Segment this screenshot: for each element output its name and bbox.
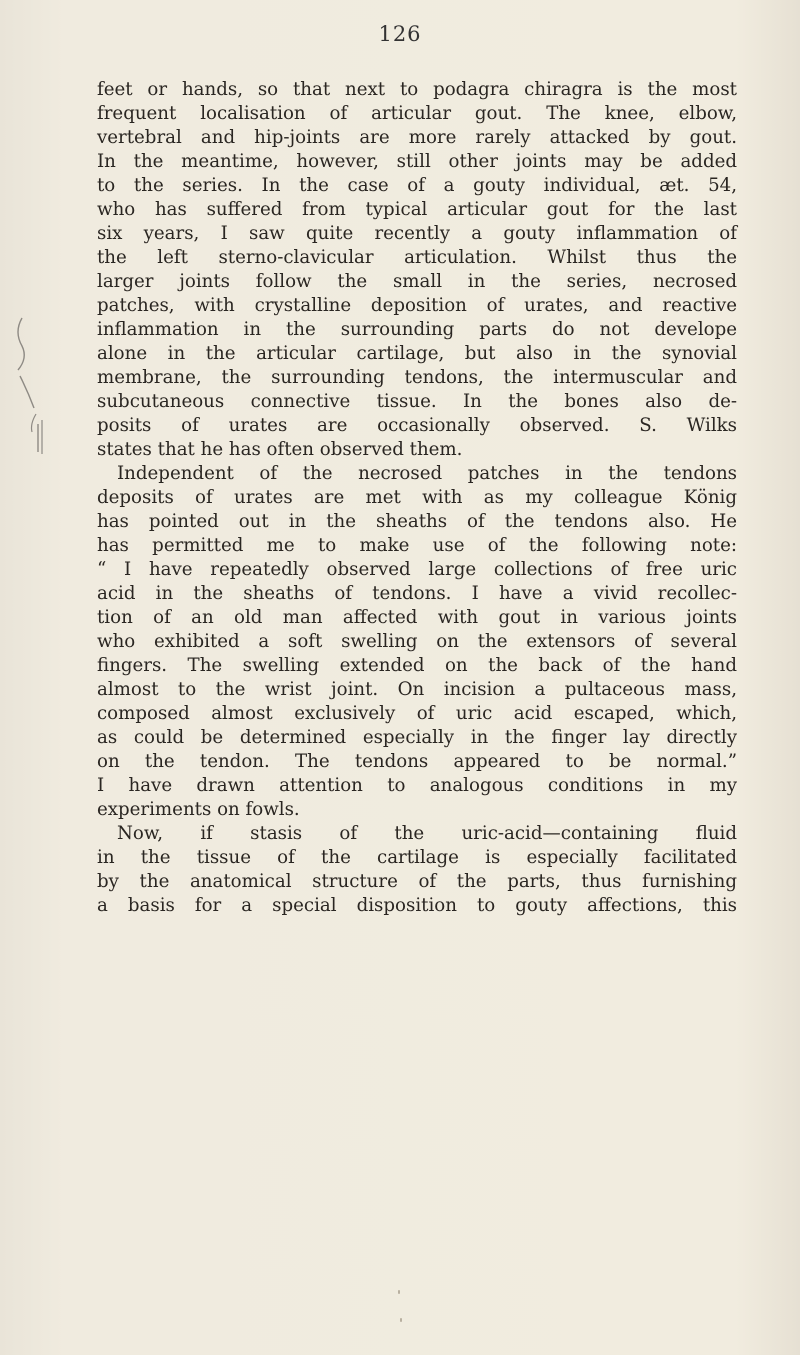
text-line: six years, I saw quite recently a gouty inflammation of — [97, 223, 737, 244]
text-line: almost to the wrist joint. On incision a pultaceous mass, — [97, 679, 737, 700]
text-line: larger joints follow the small in the series, necrosed — [97, 271, 737, 292]
margin-pencil-marks — [12, 312, 52, 472]
page-number: 126 — [378, 22, 422, 46]
text-line: by the anatomical structure of the parts, thus furnishing — [97, 871, 737, 892]
text-line: inflammation in the surrounding parts do not develope — [97, 319, 737, 340]
text-line: I have drawn attention to analogous conditions in my — [97, 775, 737, 796]
text-line: “ I have repeatedly observed large collections of free uric — [97, 559, 737, 580]
text-line: subcutaneous connective tissue. In the bones also de- — [97, 391, 737, 412]
text-line: Independent of the necrosed patches in the tendons — [117, 463, 737, 484]
text-line: patches, with crystalline deposition of urates, and reactive — [97, 295, 737, 316]
text-line: as could be determined especially in the finger lay directly — [97, 727, 737, 748]
text-line: who has suffered from typical articular gout for the last — [97, 199, 737, 220]
text-line: frequent localisation of articular gout. The knee, elbow, — [97, 103, 737, 124]
text-line: posits of urates are occasionally observed. S. Wilks — [97, 415, 737, 436]
text-line: deposits of urates are met with as my colleague König — [97, 487, 737, 508]
text-line: on the tendon. The tendons appeared to be normal.” — [97, 751, 737, 772]
text-line: In the meantime, however, still other joints may be added — [97, 151, 737, 172]
paper-speck — [398, 1290, 400, 1294]
text-line: tion of an old man affected with gout in various joints — [97, 607, 737, 628]
paper-speck — [400, 1318, 402, 1322]
text-line: alone in the articular cartilage, but also in the synovial — [97, 343, 737, 364]
text-line: composed almost exclusively of uric acid escaped, which, — [97, 703, 737, 724]
text-line: fingers. The swelling extended on the back of the hand — [97, 655, 737, 676]
text-line: to the series. In the case of a gouty individual, æt. 54, — [97, 175, 737, 196]
text-line: who exhibited a soft swelling on the extensors of several — [97, 631, 737, 652]
text-line: experiments on fowls. — [97, 799, 300, 820]
text-line: has permitted me to make use of the following note: — [97, 535, 737, 556]
text-line: vertebral and hip-joints are more rarely attacked by gout. — [97, 127, 737, 148]
text-line: a basis for a special disposition to gouty affections, this — [97, 895, 737, 916]
body-text — [97, 78, 737, 918]
text-line: acid in the sheaths of tendons. I have a vivid recollec- — [97, 583, 737, 604]
text-line: Now, if stasis of the uric-acid—containing fluid — [117, 823, 737, 844]
text-line: in the tissue of the cartilage is especially facilitated — [97, 847, 737, 868]
pencil-mark-icon — [12, 312, 52, 472]
text-line: membrane, the surrounding tendons, the intermuscular and — [97, 367, 737, 388]
text-line: has pointed out in the sheaths of the tendons also. He — [97, 511, 737, 532]
text-line: feet or hands, so that next to podagra chiragra is the most — [97, 79, 737, 100]
text-line: states that he has often observed them. — [97, 439, 463, 460]
text-line: the left sterno-clavicular articulation. Whilst thus the — [97, 247, 737, 268]
